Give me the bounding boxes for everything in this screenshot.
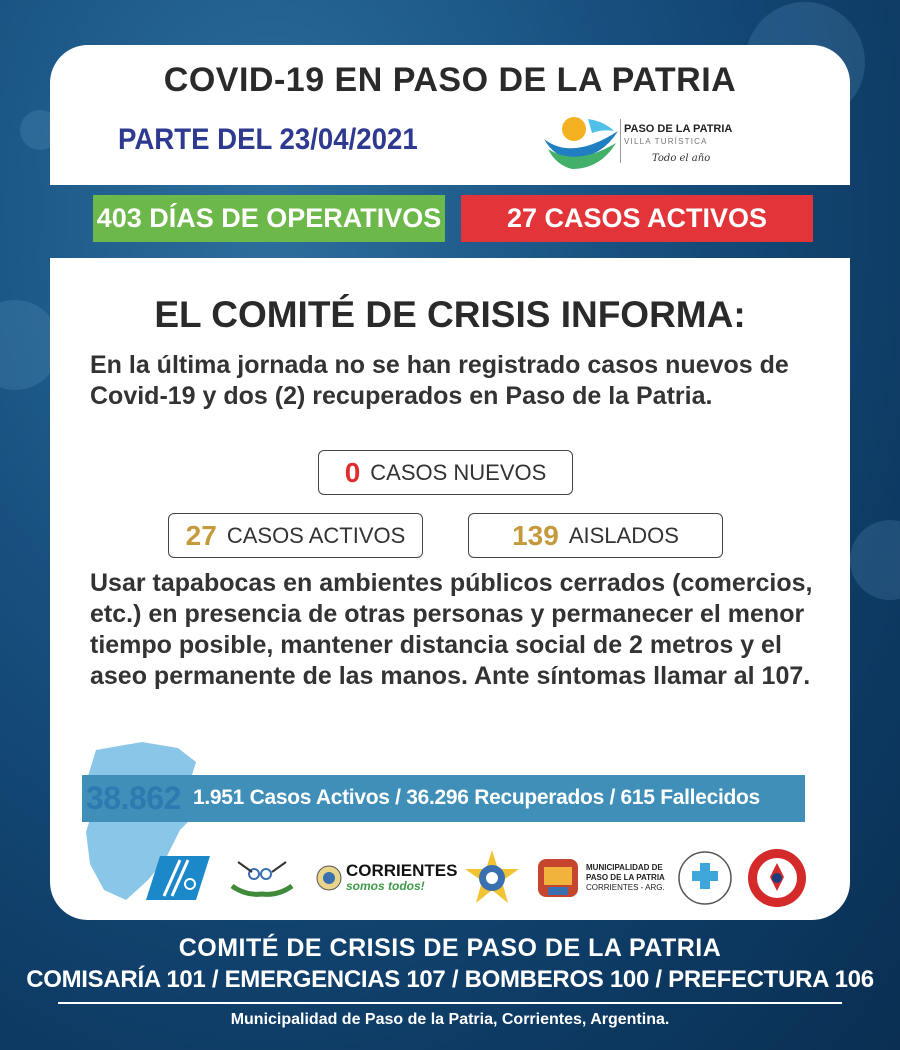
laurel-icon xyxy=(226,856,298,900)
footer-credit: Municipalidad de Paso de la Patria, Corrientes, Argentina. xyxy=(230,1011,670,1028)
partner-logos xyxy=(138,845,818,910)
header-card xyxy=(50,45,850,185)
corrientes-slogan: somos todos! xyxy=(346,878,425,893)
province-stats-breakdown: 1.951 Casos Activos / 36.296 Recuperados / 615 Fallecidos xyxy=(193,786,760,809)
isolated-label: AISLADOS xyxy=(568,522,679,548)
logo-subtitle: VILLA TURÍSTICA xyxy=(624,137,708,146)
municipality-crest-icon xyxy=(536,855,580,901)
new-cases-value: 0 xyxy=(344,456,361,488)
shield-icon xyxy=(316,865,342,891)
police-logo xyxy=(463,845,521,910)
isolated-box xyxy=(468,513,723,558)
anchor-icon xyxy=(146,856,210,900)
paso-de-la-patria-logo xyxy=(542,109,742,175)
bulletin-title: EL COMITÉ DE CRISIS INFORMA: xyxy=(154,294,746,335)
active-cases-badge: 27 CASOS ACTIVOS xyxy=(461,195,813,242)
sun-wave-icon xyxy=(542,109,622,175)
logo-tagline: Todo el año xyxy=(652,153,711,164)
municipality-line1: MUNICIPALIDAD DE xyxy=(586,862,663,872)
municipality-line2: PASO DE LA PATRIA xyxy=(586,872,665,882)
page-title: COVID-19 EN PASO DE LA PATRIA xyxy=(163,61,737,99)
hospital-cross-icon xyxy=(676,849,734,907)
hospital-logo xyxy=(676,845,734,910)
new-cases-box xyxy=(318,450,573,495)
star-badge-icon xyxy=(463,849,521,907)
firefighters-badge-icon xyxy=(746,847,808,909)
bulletin-summary: En la última jornada no se han registrado casos nuevos de Covid-19 y dos (2) recuperados en Paso de la Patria. xyxy=(90,351,789,410)
prefectura-logo xyxy=(146,845,210,910)
municipality-logo xyxy=(536,845,665,910)
active-cases-label: CASOS ACTIVOS xyxy=(226,522,406,548)
new-cases-label: CASOS NUEVOS xyxy=(370,459,547,485)
province-total-cases: 38.862 xyxy=(86,780,181,816)
footer-divider xyxy=(58,1002,842,1004)
firefighters-logo xyxy=(746,845,808,910)
isolated-value: 139 xyxy=(512,519,559,551)
active-cases-value: 27 xyxy=(185,519,217,551)
footer-title: COMITÉ DE CRISIS DE PASO DE LA PATRIA xyxy=(178,934,722,962)
corrientes-logo xyxy=(316,845,457,910)
crest-logo xyxy=(226,845,298,910)
logo-name: PASO DE LA PATRIA xyxy=(624,123,733,135)
virus-decoration xyxy=(850,520,900,600)
active-cases-box xyxy=(168,513,423,558)
municipality-line3: CORRIENTES - ARG. xyxy=(586,882,665,892)
report-date: PARTE DEL 23/04/2021 xyxy=(118,123,418,156)
prevention-advice: Usar tapabocas en ambientes públicos cerrados (comercios, etc.) en presencia de otras personas y permanecer el menor tiempo posible, mantener distancia social de 2 metros y el aseo permanente de las manos. Ante síntomas llamar al 107. xyxy=(90,569,813,690)
corrientes-name: CORRIENTES xyxy=(346,860,458,880)
operation-days-badge: 403 DÍAS DE OPERATIVOS xyxy=(93,195,445,242)
emergency-phones: COMISARÍA 101 / EMERGENCIAS 107 / BOMBEROS 100 / PREFECTURA 106 xyxy=(26,966,874,993)
logo-divider xyxy=(620,119,621,163)
